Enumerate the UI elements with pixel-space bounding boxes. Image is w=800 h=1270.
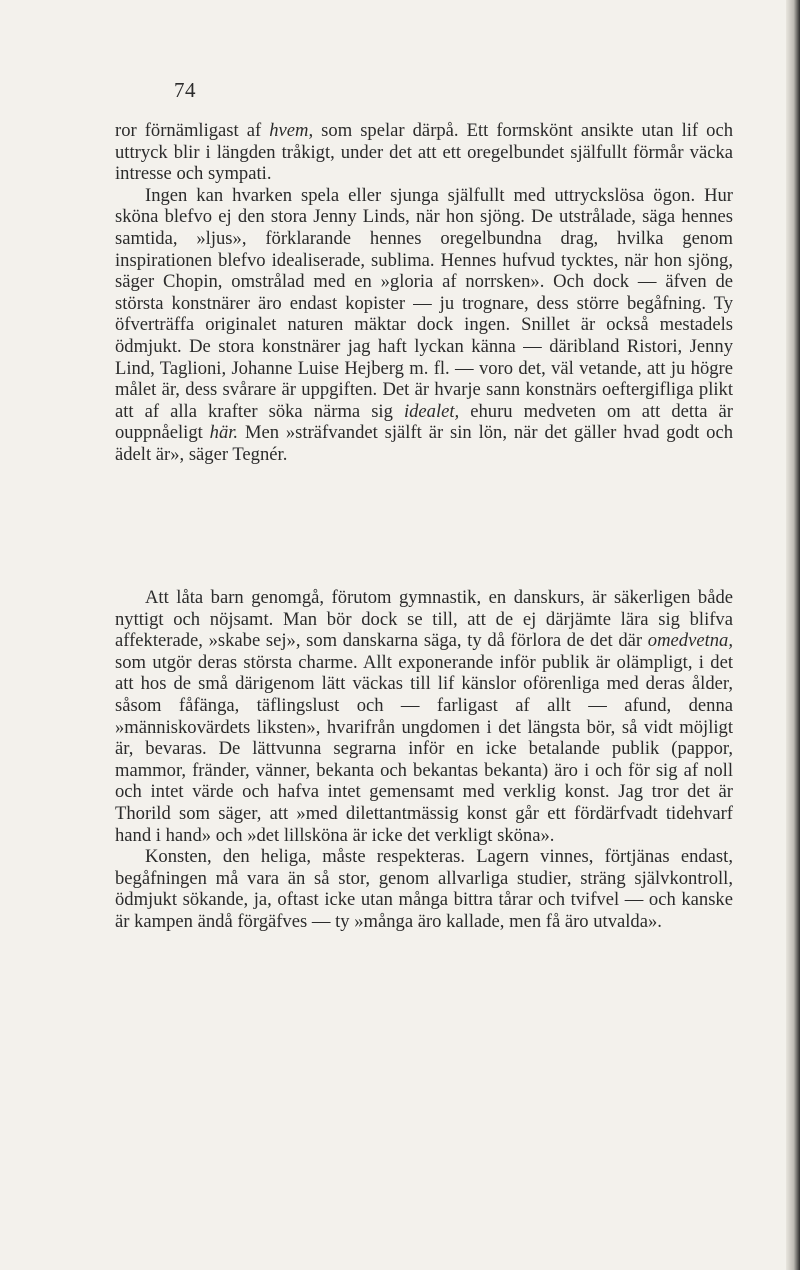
text-run: Ingen kan hvarken spela eller sjunga själfullt med uttryckslösa ögon. Hur sköna blefvo ej den stora Jenny Linds, när hon sjöng. De utstrålade, säga hennes samtida, »ljus», förklarande hennes oregelbundna drag, hvilka genom inspirationen blefvo idealiserade, sublima. Hennes hufvud tycktes, när hon sjöng, säger Chopin, omstrålad med en »gloria af norrsken». Och dock — äfven de största konstnärer äro endast kopister — ju trognare, dess större begåfning. Ty öfverträffa originalet naturen mäktar dock ingen. Snillet är också mestadels ödmjukt. De stora konstnärer jag haft lyckan känna — däribland Ristori, Jenny Lind, Taglioni, Johanne Luise Hejberg m. fl. — voro det, väl vetande, att ju högre målet är, dess svårare är uppgiften. Det är hvarje sann konstnärs oeftergifliga plikt att af alla krafter söka närma sig: [115, 184, 733, 422]
text-run: ehuru medveten om att detta är ouppnåeligt: [115, 400, 733, 444]
text-run: ror förnämligast af: [115, 120, 270, 141]
text-run: Men »sträfvandet själft är sin lön, när det gäller hvad godt och ädelt är», säger Tegnér.: [115, 422, 733, 465]
italic-run: hvem,: [269, 120, 314, 141]
paragraph-1: [115, 120, 733, 185]
text-run: Konsten, den heliga, måste respekteras. Lagern vinnes, förtjänas endast, begåfningen må vara än så stor, genom allvarliga studier, sträng självkontroll, ödmjukt sökande, ja, oftast icke utan många bittra tårar och tvifvel — och kanske är kampen ändå förgäfves — ty »många äro kallade, men få äro utvalda».: [115, 846, 733, 932]
text-section-1: [115, 120, 733, 466]
text-section-2: [115, 587, 733, 933]
page-number: 74: [174, 78, 196, 102]
italic-run: idealet,: [403, 400, 460, 422]
text-run: Att låta barn genomgå, förutom gymnastik, en danskurs, är säkerligen både nyttigt och nöjsamt. Man bör dock se till, att de ej därjämte lära sig blifva affekterade, »skabe sej», som danskarna säga, ty då förlora de det där: [115, 587, 733, 652]
italic-run: omedvetna,: [647, 630, 733, 652]
paragraph-2: [115, 185, 733, 466]
italic-run: här.: [209, 422, 239, 444]
text-run: som utgör deras största charme. Allt exponerande inför publik är olämpligt, i det att hos de små därigenom lätt väckas till lif känslor oförenliga med deras ålder, såsom fåfänga, täflingslust och — farligast af allt — afund, denna »människovärdets liksten», hvarifrån ungdomen i det längsta bör, så vidt möjligt är, bevaras. De lättvunna segrarna inför en icke betalande publik (pappor, mammor, fränder, vänner, bekanta och bekantas bekanta) äro i och för sig af noll och intet värde och hafva intet gemensamt med verklig konst. Jag tror det är Thorild som säger, att »med dilettantmässig konst går ett fördärfvadt tidehvarf hand i hand» och »det lillsköna är icke det verkligt sköna».: [115, 651, 733, 846]
paragraph-4: [115, 846, 733, 932]
text-run: som spelar därpå. Ett formskönt ansikte utan lif och uttryck blir i längden tråkigt, under det att ett oregelbundet själfullt förmår väcka intresse och sympati.: [115, 120, 733, 185]
paragraph-3: [115, 587, 733, 846]
page-edge: [786, 0, 800, 1270]
